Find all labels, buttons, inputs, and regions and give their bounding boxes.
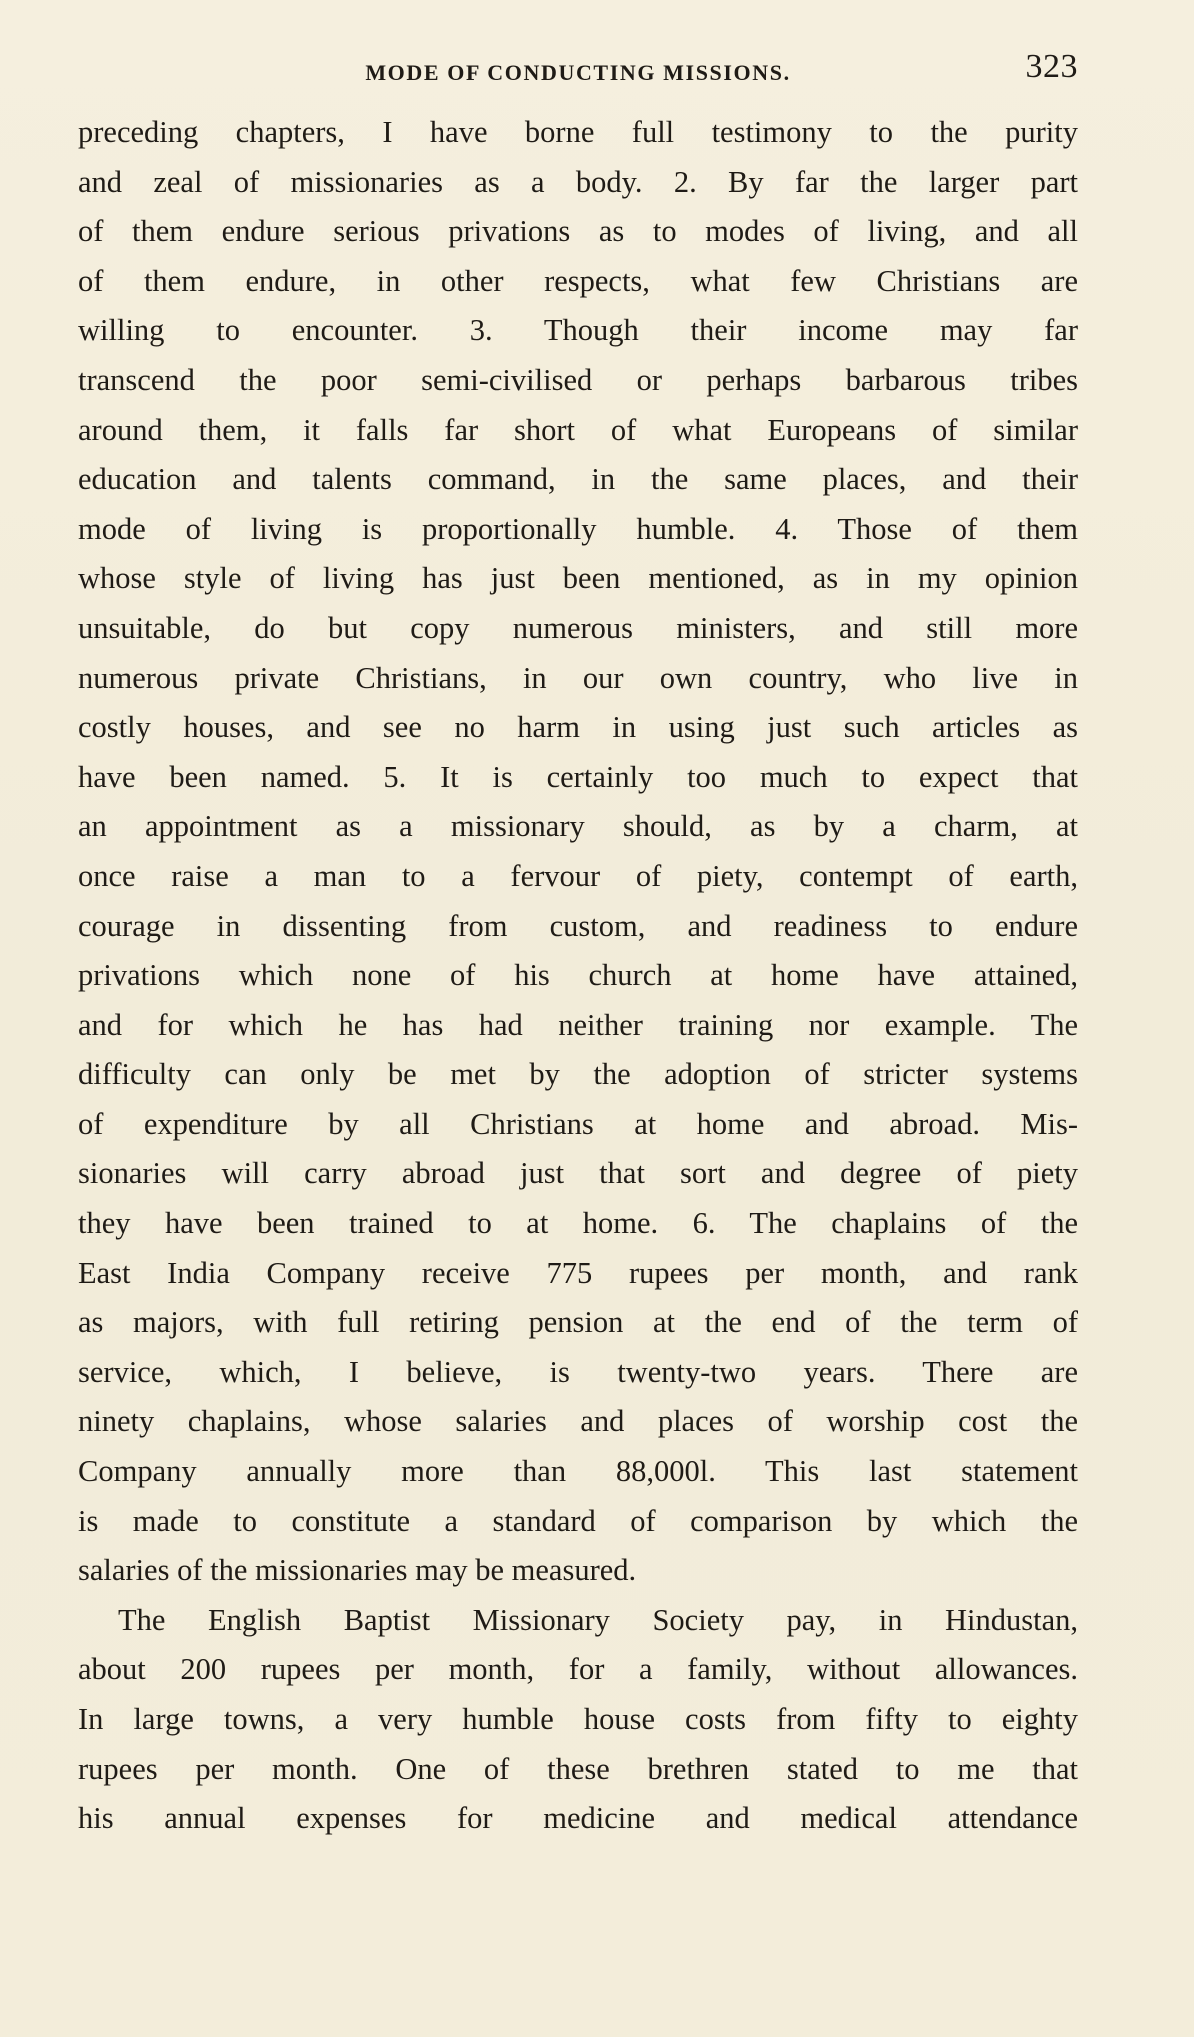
- text-line: of them endure, in other respects, what few Christians are: [78, 263, 1078, 298]
- text-line: is made to constitute a standard of comparison by which the: [78, 1503, 1078, 1538]
- text-line: costly houses, and see no harm in using just such articles as: [78, 710, 1078, 745]
- text-line: numerous private Christians, in our own country, who live in: [78, 660, 1078, 695]
- text-line: education and talents command, in the same places, and their: [78, 462, 1078, 497]
- text-line: unsuitable, do but copy numerous ministers, and still more: [78, 610, 1078, 645]
- text-line: preceding chapters, I have borne full testimony to the purity: [78, 115, 1078, 149]
- running-title: MODE OF CONDUCTING MISSIONS.: [365, 60, 791, 85]
- text-line: difficulty can only be met by the adoption of stricter systems: [78, 1057, 1078, 1092]
- text-line: and zeal of missionaries as a body. 2. By far the larger part: [78, 164, 1078, 199]
- text-line: ninety chaplains, whose salaries and places of worship cost the: [78, 1404, 1078, 1439]
- text-line: around them, it falls far short of what Europeans of similar: [78, 412, 1078, 447]
- text-line: and for which he has had neither training nor example. The: [78, 1007, 1078, 1042]
- text-line: transcend the poor semi-civilised or perhaps barbarous tribes: [78, 362, 1078, 397]
- text-line: In large towns, a very humble house costs from fifty to eighty: [78, 1702, 1078, 1736]
- page-number: 323: [1025, 48, 1078, 85]
- text-line: sionaries will carry abroad just that sort and degree of piety: [78, 1156, 1078, 1191]
- text-line: The English Baptist Missionary Society pay, in Hindustan,: [118, 1602, 1078, 1637]
- text-line: service, which, I believe, is twenty-two years. There are: [78, 1354, 1078, 1389]
- text-line: mode of living is proportionally humble. 4. Those of them: [78, 511, 1078, 546]
- text-line: courage in dissenting from custom, and readiness to endure: [78, 908, 1078, 943]
- text-line: of expenditure by all Christians at home and abroad. Mis-: [78, 1106, 1078, 1141]
- text-line: once raise a man to a fervour of piety, contempt of earth,: [78, 858, 1078, 893]
- text-line: salaries of the missionaries may be measured.: [78, 1553, 637, 1588]
- text-line: whose style of living has just been mentioned, as in my opinion: [78, 561, 1078, 596]
- paragraph-1: [78, 108, 1078, 1596]
- text-line: willing to encounter. 3. Though their income may far: [78, 313, 1078, 348]
- text-line: his annual expenses for medicine and medical attendance: [78, 1801, 1078, 1836]
- text-line: an appointment as a missionary should, as by a charm, at: [78, 809, 1078, 844]
- text-line: have been named. 5. It is certainly too much to expect that: [78, 759, 1078, 794]
- body-text: [78, 108, 1078, 1844]
- text-line: rupees per month. One of these brethren stated to me that: [78, 1751, 1078, 1786]
- text-line: of them endure serious privations as to modes of living, and all: [78, 214, 1078, 249]
- text-line: privations which none of his church at home have attained,: [78, 958, 1078, 993]
- running-head: [78, 48, 1078, 92]
- text-line: they have been trained to at home. 6. The chaplains of the: [78, 1206, 1078, 1241]
- paragraph-2: [78, 1596, 1078, 1844]
- text-line: about 200 rupees per month, for a family, without allowances.: [78, 1652, 1078, 1687]
- text-line: as majors, with full retiring pension at the end of the term of: [78, 1305, 1078, 1340]
- text-line: East India Company receive 775 rupees per month, and rank: [78, 1255, 1078, 1290]
- text-line: Company annually more than 88,000l. This last statement: [78, 1454, 1078, 1489]
